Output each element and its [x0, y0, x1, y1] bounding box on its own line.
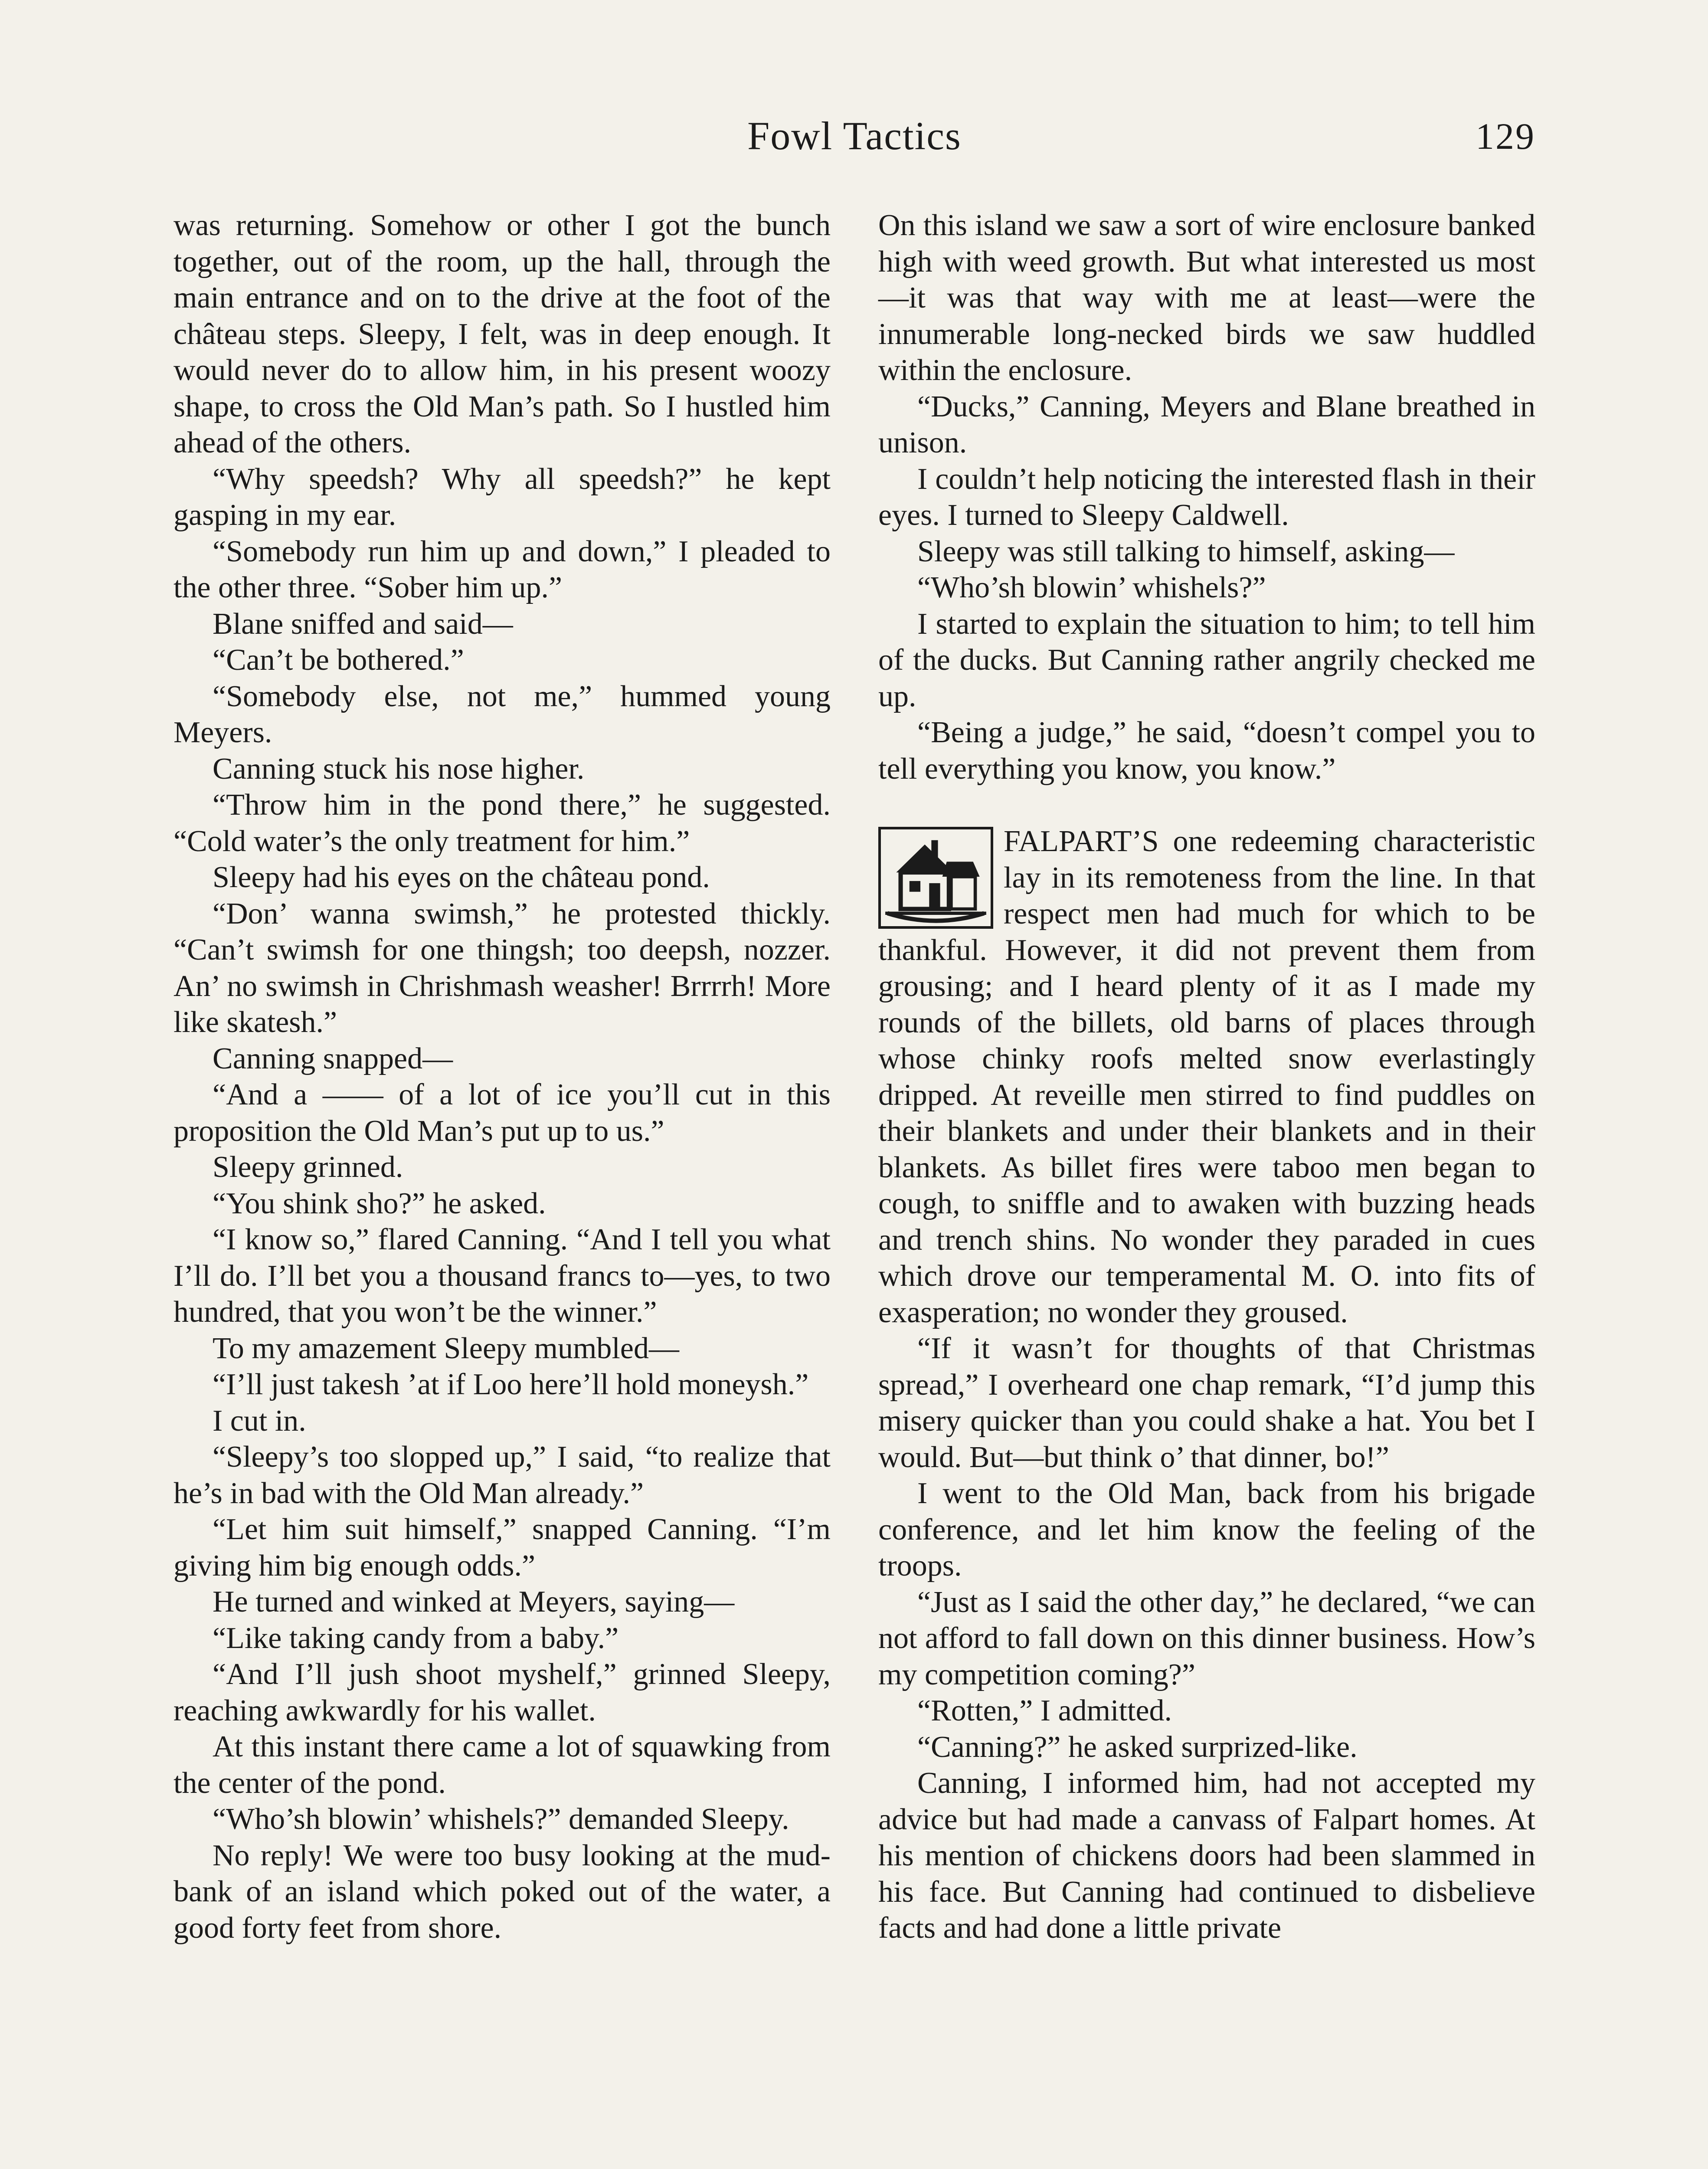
paragraph: “Don’ wanna swimsh,” he protested thickly. “Can’t swimsh for one thingsh; too deepsh, nozzer. An’ no swimsh in Chrishmash weasher! Brrrrh! More like skatesh.”	[173, 897, 831, 1039]
paragraph: “I know so,” flared Canning. “And I tell you what I’ll do. I’ll bet you a thousand francs to—yes, to two hundred, that you won’t be the winner.”	[173, 1223, 831, 1329]
paragraph: Sleepy had his eyes on the château pond.	[213, 861, 710, 894]
paragraph: “Just as I said the other day,” he declared, “we can not afford to fall down on this dinner business. How’s my competition coming?”	[878, 1585, 1535, 1691]
paragraph: Canning, I informed him, had not accepted my advice but had made a canvass of Falpart homes. At his mention of chickens doors had been slammed in his face. But Canning had continued to disbelieve facts and had done a little private	[878, 1766, 1535, 1945]
paragraph: “Can’t be bothered.”	[213, 643, 464, 677]
right-column-top-text	[878, 207, 1535, 787]
section-opening-paragraph: FALPART’S one redeeming characteristic lay in its remoteness from the line. In that respect men had much for which to be thankful. However, it did not prevent them from grousing; and I heard plenty of it as I made my rounds of the billets, old barns of places through whose chinky roofs melted snow everlastingly dripped. At reveille men stirred to find puddles on their blankets and under their blankets and in their blankets. As billet fires were taboo men began to cough, to sniffle and to awaken with buzzing heads and trench shins. No wonder they paraded in cues which drove our temperamental M. O. into fits of exasperation; no wonder they groused.	[878, 825, 1535, 1329]
paragraph: “Why speedsh? Why all speedsh?” he kept gasping in my ear.	[173, 462, 831, 532]
right-column-bottom-text	[878, 1330, 1535, 1946]
paragraph: Sleepy grinned.	[213, 1150, 403, 1184]
section-opening	[878, 823, 1535, 1330]
paragraph: Sleepy was still talking to himself, asking—	[917, 534, 1455, 568]
page-header	[173, 108, 1535, 165]
paragraph: “And I’ll jush shoot myshelf,” grinned Sleepy, reaching awkwardly for his wallet.	[173, 1658, 831, 1727]
paragraph: “Somebody else, not me,” hummed young Meyers.	[173, 679, 831, 749]
paragraph: “Rotten,” I admitted.	[917, 1694, 1172, 1727]
paragraph: “Let him suit himself,” snapped Canning. “I’m giving him big enough odds.”	[173, 1513, 831, 1583]
paragraph: I started to explain the situation to him; to tell him of the ducks. But Canning rather angrily checked me up.	[878, 607, 1535, 713]
paragraph: I went to the Old Man, back from his brigade conference, and let him know the feeling of the troops.	[878, 1477, 1535, 1583]
right-column	[878, 207, 1535, 1946]
paragraph: I cut in.	[213, 1404, 306, 1438]
paragraph: Blane sniffed and said—	[213, 607, 513, 641]
paragraph: On this island we saw a sort of wire enclosure banked high with weed growth. But what interested us most—it was that way with me at least—were the innumerable long-necked birds we saw huddled within the enclosure.	[878, 209, 1535, 387]
paragraph: “If it wasn’t for thoughts of that Christmas spread,” I overheard one chap remark, “I’d jump this misery quicker than you could shake a hat. You bet I would. But—but think o’ that dinner, bo!”	[878, 1332, 1535, 1474]
running-title: Fowl Tactics	[747, 114, 962, 158]
paragraph: “Ducks,” Canning, Meyers and Blane breathed in unison.	[878, 390, 1535, 459]
paragraph: “Being a judge,” he said, “doesn’t compel you to tell everything you know, you know.”	[878, 716, 1535, 786]
paragraph: To my amazement Sleepy mumbled—	[213, 1331, 679, 1365]
paragraph: “Like taking candy from a baby.”	[213, 1621, 619, 1655]
paragraph: “I’ll just takesh ’at if Loo here’ll hold moneysh.”	[213, 1368, 809, 1401]
paragraph: “Somebody run him up and down,” I pleaded to the other three. “Sober him up.”	[173, 534, 831, 604]
paragraph: “Throw him in the pond there,” he suggested. “Cold water’s the only treatment for him.”	[173, 788, 831, 858]
paragraph: He turned and winked at Meyers, saying—	[213, 1585, 735, 1619]
section-break	[878, 787, 1535, 823]
paragraph: Canning stuck his nose higher.	[213, 752, 585, 786]
paragraph: “Canning?” he asked surprized-like.	[917, 1730, 1358, 1764]
paragraph: No reply! We were too busy looking at the mud-bank of an island which poked out of the water, a good forty feet from shore.	[173, 1838, 831, 1945]
page-number: 129	[1476, 115, 1535, 157]
paragraph: At this instant there came a lot of squawking from the center of the pond.	[173, 1730, 831, 1800]
paragraph: was returning. Somehow or other I got the bunch together, out of the room, up the hall, through the main entrance and on to the drive at the foot of the château steps. Sleepy, I felt, was in deep enough. It would never do to allow him, in his present woozy shape, to cross the Old Man’s path. So I hustled him ahead of the others.	[173, 209, 831, 459]
house-illustration-icon	[878, 827, 993, 929]
left-column	[173, 207, 831, 1946]
paragraph: I couldn’t help noticing the interested flash in their eyes. I turned to Sleepy Caldwell.	[878, 462, 1535, 532]
paragraph: “And a —— of a lot of ice you’ll cut in this proposition the Old Man’s put up to us.”	[173, 1078, 831, 1148]
paragraph: “Who’sh blowin’ whishels?” demanded Sleepy.	[213, 1802, 789, 1836]
paragraph: “You shink sho?” he asked.	[213, 1186, 546, 1220]
paragraph: Canning snapped—	[213, 1042, 453, 1075]
paragraph: “Sleepy’s too slopped up,” I said, “to realize that he’s in bad with the Old Man already.”	[173, 1440, 831, 1510]
paragraph: “Who’sh blowin’ whishels?”	[917, 571, 1266, 604]
